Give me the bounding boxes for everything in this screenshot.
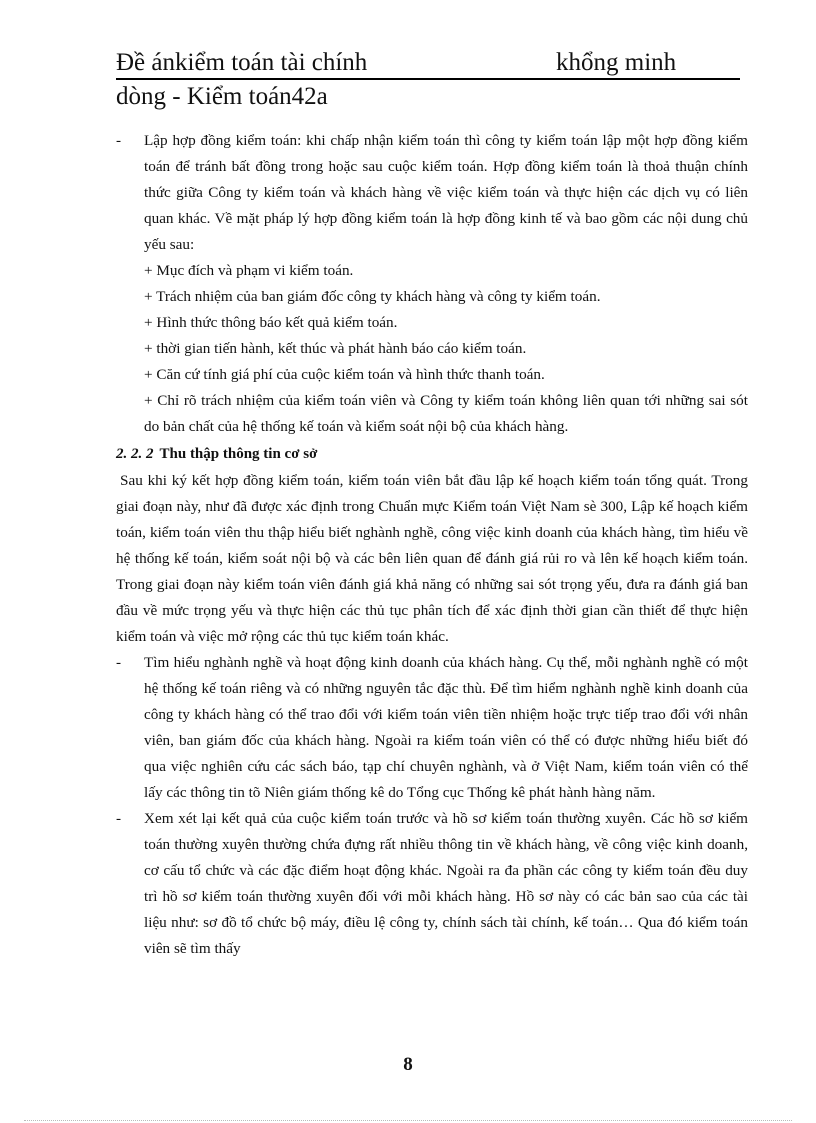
contract-item: + Căn cứ tính giá phí của cuộc kiểm toán và hình thức thanh toán.	[144, 366, 545, 383]
list-item	[116, 650, 748, 806]
list-item	[116, 806, 748, 962]
bullet-text: Tìm hiểu nghành nghề và hoạt động kinh doanh của khách hàng. Cụ thể, mỗi nghành nghề có một hệ thống kế toán riêng và có những nguyên tắc đặc thù. Để tìm hiểm nghành nghề kinh doanh của công ty khách hàng có thể trao đổi với kiểm toán viên tiền nhiệm hoặc trực tiếp trao đổi với nhân viên, ban giám đốc của khách hàng. Ngoài ra kiểm toán viên có thể có được những hiểu biết đó qua việc nghiên cứu các sách báo, tạp chí chuyên nghành, và ở Việt Nam, kiểm toán viên có thể lấy các thông tin tõ Niên giám thống kê do Tổng cục Thống kê phát hành hàng năm.	[144, 654, 748, 801]
contract-item: + Hình thức thông báo kết quả kiểm toán.	[144, 314, 398, 331]
bullet-dash: -	[116, 810, 122, 827]
section-number: 2. 2. 2	[116, 446, 154, 462]
contract-item: + Chỉ rõ trách nhiệm của kiểm toán viên và Công ty kiểm toán không liên quan tới những sai sót do bản chất của hệ thống kế toán và kiểm soát nội bộ của khách hàng.	[144, 392, 748, 435]
page-bottom-divider	[24, 1120, 792, 1121]
header-title-left: Đề ánkiểm toán tài chính	[116, 49, 368, 76]
list-item	[116, 128, 748, 258]
header-title-right: khổng minh	[556, 49, 677, 76]
section-heading	[116, 440, 748, 468]
contract-item: + Trách nhiệm của ban giám đốc công ty khách hàng và công ty kiểm toán.	[144, 288, 601, 305]
bullet-dash: -	[116, 132, 122, 149]
document-body	[116, 128, 748, 962]
header-subtitle: dòng - Kiểm toán42a	[116, 83, 328, 110]
body-paragraph: Sau khi ký kết hợp đồng kiểm toán, kiểm toán viên bắt đầu lập kế hoạch kiểm toán tổng quát. Trong giai đoạn này, như đã được xác định trong Chuẩn mực Kiểm toán Việt Nam sè 300, Lập kế hoạch kiểm toán, kiểm toán viên thu thập hiểu biết nghành nghề, công việc kinh doanh của khách hàng, tìm hiểu về hệ thống kế toán, kiểm soát nội bộ và các bên liên quan để đánh giá rủi ro và lên kế hoạch kiểm toán. Trong giai đoạn này kiểm toán viên đánh giá khả năng có những sai sót trọng yếu, đưa ra đánh giá ban đầu về mức trọng yếu và thực hiện các thủ tục phân tích để xác định thời gian cần thiết để thực hiện kiểm toán và việc mở rộng các thủ tục kiểm toán khác.	[116, 472, 748, 645]
header-title-line	[116, 48, 740, 80]
bullet-text: Lập hợp đồng kiểm toán: khi chấp nhận kiểm toán thì công ty kiểm toán lập một hợp đồng kiểm toán để tránh bất đồng trong hoặc sau cuộc kiểm toán. Hợp đồng kiểm toán là thoả thuận chính thức giữa Công ty kiểm toán và khách hàng về việc kiểm toán và thực hiện các dịch vụ có liên quan khác. Về mặt pháp lý hợp đồng kiểm toán là hợp đồng kinh tế và bao gồm các nội dung chủ yếu sau:	[144, 132, 748, 253]
contract-item: + thời gian tiến hành, kết thúc và phát hành báo cáo kiểm toán.	[144, 340, 527, 357]
page-header	[116, 48, 740, 114]
bullet-dash: -	[116, 654, 122, 671]
page-number: 8	[403, 1054, 413, 1075]
contract-item: + Mục đích và phạm vi kiểm toán.	[144, 262, 354, 279]
section-title: Thu thập thông tin cơ sở	[159, 446, 318, 462]
bullet-text: Xem xét lại kết quả của cuộc kiểm toán trước và hồ sơ kiểm toán thường xuyên. Các hồ sơ kiểm toán thường xuyên thường chứa đựng rất nhiều thông tin về khách hàng, về công việc kinh doanh, cơ cấu tổ chức và các đặc điểm hoạt động khác. Ngoài ra đa phần các công ty kiểm toán đều duy trì hồ sơ kiểm toán thường xuyên đối với mỗi khách hàng. Hồ sơ này có các bản sao của các tài liệu như: sơ đồ tổ chức bộ máy, điều lệ công ty, chính sách tài chính, kế toán… Qua đó kiểm toán viên sẽ tìm thấy	[144, 810, 748, 957]
